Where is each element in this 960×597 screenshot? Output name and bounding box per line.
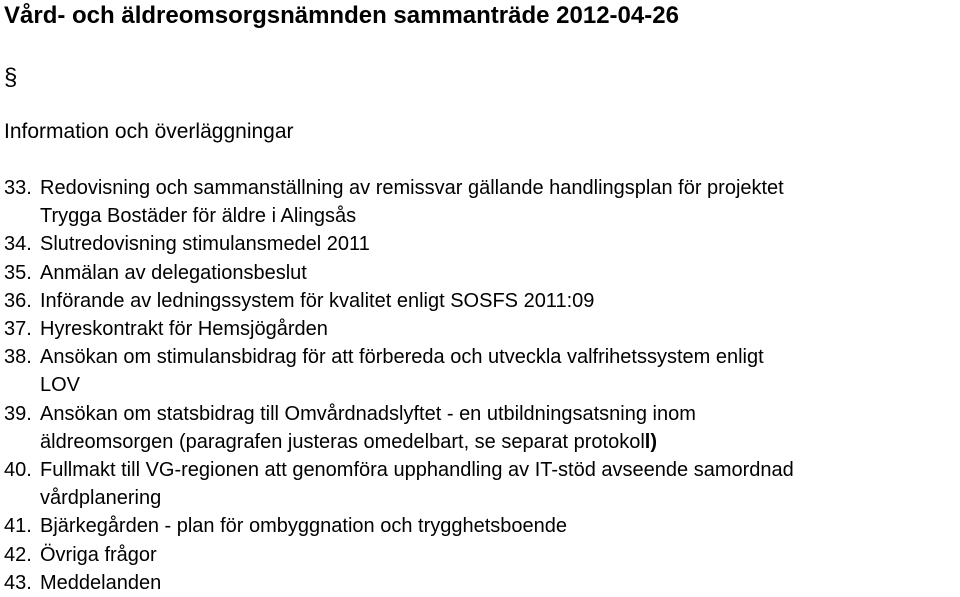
agenda-item-number: 37. [4, 318, 32, 341]
agenda-item-text-part: äldreomsorgen (paragrafen justeras omedelbart, se separat protokol [40, 430, 645, 453]
agenda-item-continuation [4, 371, 960, 399]
agenda-item-text [40, 569, 161, 597]
agenda-item-continuation [4, 428, 960, 456]
agenda-list [4, 174, 960, 597]
agenda-item-number: 40. [4, 459, 32, 482]
agenda-item-number: 39. [4, 402, 32, 425]
agenda-item-number [4, 428, 40, 456]
agenda-item-text [40, 315, 328, 343]
agenda-item-text-part: Övriga frågor [40, 543, 157, 566]
agenda-item-text [40, 287, 594, 315]
agenda-item-text [40, 512, 567, 540]
agenda-item-number: 35. [4, 261, 32, 284]
agenda-item [4, 287, 960, 315]
agenda-item-text [40, 343, 764, 371]
agenda-item-number: 38. [4, 346, 32, 369]
agenda-item [4, 230, 960, 258]
agenda-item-text-part: Införande av ledningssystem för kvalitet enligt SOSFS 2011:09 [40, 289, 595, 312]
agenda-item-text [40, 202, 356, 230]
agenda-item [4, 541, 960, 569]
section-subheading: Information och överläggningar [4, 120, 294, 143]
agenda-item-text-part: Anmälan av delegationsbeslut [40, 261, 307, 284]
agenda-item-text-part: Redovisning och sammanställning av remissvar gällande handlingsplan för projektet [40, 177, 784, 199]
agenda-item-text [40, 428, 657, 456]
agenda-item-number: 34. [4, 233, 32, 256]
agenda-item-text [40, 230, 370, 258]
agenda-item-number: 42. [4, 543, 32, 566]
agenda-item [4, 400, 960, 428]
agenda-item-number [4, 202, 40, 230]
agenda-item-text [40, 259, 307, 287]
agenda-item-text [40, 400, 696, 428]
agenda-item-text-part: Ansökan om statsbidrag till Omvårdnadslyftet - en utbildningsatsning inom [40, 402, 696, 425]
agenda-item-text-part: Trygga Bostäder för äldre i Alingsås [40, 205, 357, 228]
agenda-item [4, 259, 960, 287]
agenda-item-text [40, 484, 161, 512]
document-title: Vård- och äldreomsorgsnämnden sammanträde 2012-04-26 [4, 2, 679, 29]
agenda-item-continuation [4, 484, 960, 512]
agenda-item [4, 315, 960, 343]
agenda-item [4, 569, 960, 597]
agenda-item-text [40, 371, 80, 399]
agenda-item-text-part: Meddelanden [40, 571, 162, 594]
agenda-item-text-part: Ansökan om stimulansbidrag för att förbereda och utveckla valfrihetssystem enligt [40, 346, 764, 369]
agenda-item-number: 33. [4, 177, 32, 199]
agenda-item [4, 456, 960, 484]
agenda-item-text-part: Slutredovisning stimulansmedel 2011 [40, 233, 370, 256]
agenda-item-text [40, 174, 784, 202]
agenda-item [4, 343, 960, 371]
agenda-item-text [40, 541, 157, 569]
agenda-item-text-part: Hyreskontrakt för Hemsjögården [40, 318, 328, 341]
section-sign: § [4, 64, 18, 91]
agenda-item-number: 36. [4, 289, 32, 312]
agenda-item-number [4, 484, 40, 512]
agenda-item-text-part: LOV [40, 374, 81, 397]
agenda-item-text-part: Fullmakt till VG-regionen att genomföra upphandling av IT-stöd avseende samordnad [40, 459, 794, 482]
agenda-item-number: 41. [4, 515, 32, 538]
agenda-item [4, 174, 960, 202]
agenda-item-text [40, 456, 794, 484]
agenda-item-text-part: Bjärkegården - plan för ombyggnation och trygghetsboende [40, 515, 568, 538]
agenda-item-text-part: vårdplanering [40, 487, 162, 510]
agenda-item-bold-tail: l) [644, 430, 657, 453]
agenda-item-continuation [4, 202, 960, 230]
agenda-item [4, 512, 960, 540]
agenda-item-number [4, 371, 40, 399]
agenda-item-number: 43. [4, 571, 32, 594]
